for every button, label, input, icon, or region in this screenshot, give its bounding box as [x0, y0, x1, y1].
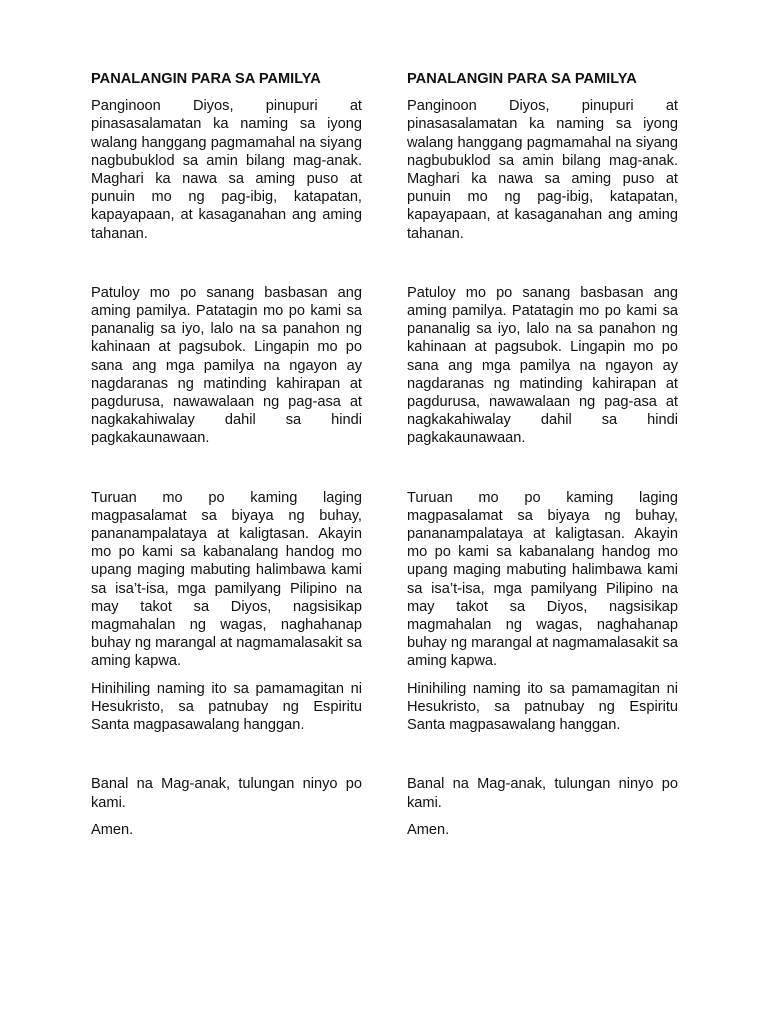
prayer-paragraph-2: Patuloy mo po sanang basbasan ang aming pamilya. Patatagin mo po kami sa pananalig sa iyo, lalo na sa panahon ng kahinaan at pagsubok. Lingapin mo po sana ang mga pamilya na ngayon ay nagdaranas ng matinding kahirapan at pagdurusa, nawawalaan ng pag-asa at nagkakahiwalay dahil sa hindi pagkakaunawaan. — [407, 284, 678, 447]
prayer-title: PANALANGIN PARA SA PAMILYA — [407, 71, 637, 87]
prayer-paragraph-4: Hinihiling naming ito sa pamamagitan ni Hesukristo, sa patnubay ng Espiritu Santa magpasawalang hanggan. — [91, 680, 362, 734]
prayer-paragraph-amen: Amen. — [91, 821, 134, 838]
prayer-paragraph-5: Banal na Mag-anak, tulungan ninyo po kami. — [91, 776, 362, 811]
prayer-paragraph-amen: Amen. — [407, 821, 450, 838]
prayer-column-left — [91, 70, 362, 839]
prayer-paragraph-3: Turuan mo po kaming laging magpasalamat sa biyaya ng buhay, pananampalataya at kaligtasan. Akayin mo po kami sa kabanalang handog mo upang maging mabuting halimbawa kami sa isa’t-isa, mga pamilyang Pilipino na may takot sa Diyos, nagsisikap magmahalan ng wagas, naghahanap buhay ng marangal at nagmamalasakit sa aming kapwa. — [407, 489, 678, 670]
prayer-title: PANALANGIN PARA SA PAMILYA — [91, 71, 321, 87]
prayer-paragraph-1: Panginoon Diyos, pinupuri at pinasasalamatan ka naming sa iyong walang hanggang pagmamahal na siyang nagbubuklod sa amin bilang mag-anak. Maghari ka nawa sa aming puso at punuin mo ng pag-ibig, katapatan, kapayapaan, at kasaganahan ang aming tahanan. — [407, 98, 678, 242]
prayer-paragraph-4: Hinihiling naming ito sa pamamagitan ni Hesukristo, sa patnubay ng Espiritu Santa magpasawalang hanggan. — [407, 680, 678, 734]
prayer-paragraph-5: Banal na Mag-anak, tulungan ninyo po kami. — [407, 776, 678, 811]
prayer-column-right — [407, 70, 678, 839]
prayer-paragraph-3: Turuan mo po kaming laging magpasalamat sa biyaya ng buhay, pananampalataya at kaligtasan. Akayin mo po kami sa kabanalang handog mo upang maging mabuting halimbawa kami sa isa’t-isa, mga pamilyang Pilipino na may takot sa Diyos, nagsisikap magmahalan ng wagas, naghahanap buhay ng marangal at nagmamalasakit sa aming kapwa. — [91, 489, 362, 670]
prayer-paragraph-1: Panginoon Diyos, pinupuri at pinasasalamatan ka naming sa iyong walang hanggang pagmamahal na siyang nagbubuklod sa amin bilang mag-anak. Maghari ka nawa sa aming puso at punuin mo ng pag-ibig, katapatan, kapayapaan, at kasaganahan ang aming tahanan. — [91, 98, 362, 242]
prayer-paragraph-2: Patuloy mo po sanang basbasan ang aming pamilya. Patatagin mo po kami sa pananalig sa iyo, lalo na sa panahon ng kahinaan at pagsubok. Lingapin mo po sana ang mga pamilya na ngayon ay nagdaranas ng matinding kahirapan at pagdurusa, nawawalaan ng pag-asa at nagkakahiwalay dahil sa hindi pagkakaunawaan. — [91, 284, 362, 447]
